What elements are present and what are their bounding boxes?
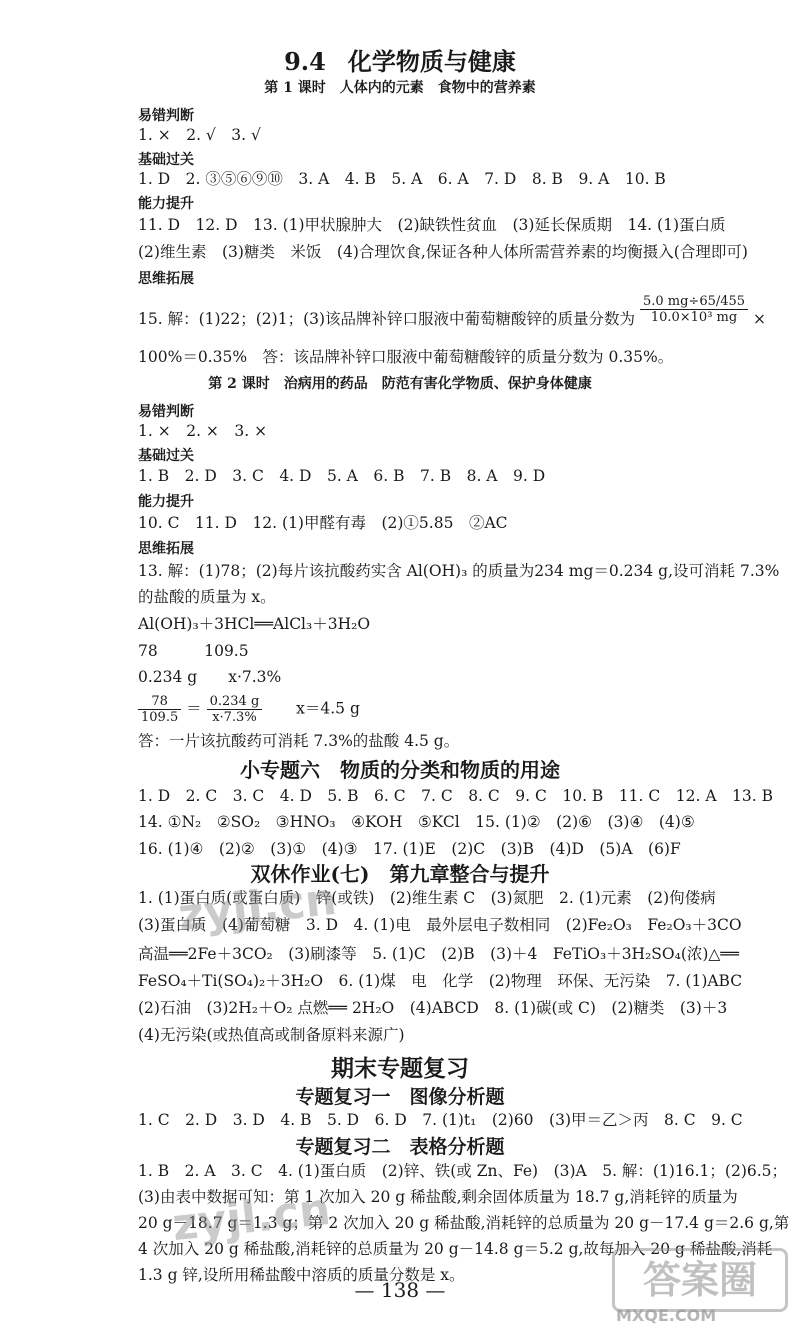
watermark-url: MXQE.COM	[616, 1306, 717, 1325]
section-title-text: 化学物质与健康	[347, 47, 516, 76]
review-1-answers: 1. C 2. D 3. D 4. B 5. D 6. D 7. (1)t₁ (2)60 (3)甲＝乙＞丙 8. C 9. C	[138, 1111, 743, 1129]
topic-6-line-3: 16. (1)④ (2)② (3)① (4)③ 17. (1)E (2)C (3)B (4)D (5)A (6)F	[138, 840, 681, 858]
review-2-title: 专题复习二 表格分析题	[295, 1136, 505, 1158]
q15-fraction-numerator: 5.0 mg÷65/455	[640, 294, 748, 310]
topic-6-title: 小专题六 物质的分类和物质的用途	[240, 758, 560, 782]
s2-siwei-heading: 思维拓展	[138, 541, 194, 557]
s2-yicuo-answers: 1. × 2. × 3. ×	[138, 422, 268, 440]
topic-6-line-1: 1. D 2. C 3. C 4. D 5. B 6. C 7. C 8. C 9. C 10. B 11. C 12. A 13. B	[138, 787, 773, 805]
weekend-line-4: FeSO₄＋Ti(SO₄)₂＋3H₂O 6. (1)煤 电 化学 (2)物理 环保、无污染 7. (1)ABC	[138, 972, 743, 990]
s2-q13-equation: Al(OH)₃＋3HCl══AlCl₃＋3H₂O	[138, 615, 371, 633]
review-2-line-3: 20 g－18.7 g＝1.3 g；第 2 次加入 20 g 稀盐酸,消耗锌的总质量为 20 g－17.4 g＝2.6 g,第	[138, 1214, 790, 1232]
q13-result: x＝4.5 g	[296, 699, 360, 718]
s1-jichu-answers: 1. D 2. ③⑤⑥⑨⑩ 3. A 4. B 5. A 6. A 7. D 8. B 9. A 10. B	[138, 170, 666, 188]
s2-q13-molar-masses: 78 109.5	[138, 642, 249, 660]
s1-q15-line-2: 100%＝0.35% 答：该品牌补锌口服液中葡萄糖酸锌的质量分数为 0.35%。	[138, 348, 674, 366]
s1-nengli-line-2: (2)维生素 (3)糖类 米饭 (4)合理饮食,保证各种人体所需营养素的均衡摄入(合理即可)	[138, 243, 748, 261]
weekend-line-6: (4)无污染(或热值高或制备原料来源广)	[138, 1026, 405, 1044]
section-number: 9.4	[284, 47, 326, 76]
s1-nengli-line-1: 11. D 12. D 13. (1)甲状腺肿大 (2)缺铁性贫血 (3)延长保质期 14. (1)蛋白质	[138, 216, 726, 234]
q13-fraction-2	[207, 694, 263, 725]
s1-jichu-heading: 基础过关	[138, 152, 194, 168]
q15-times: ×	[753, 310, 766, 328]
s2-jichu-heading: 基础过关	[138, 448, 194, 464]
review-1-title: 专题复习一 图像分析题	[295, 1086, 505, 1108]
weekend-line-3: 高温══2Fe＋3CO₂ (3)刷漆等 5. (1)C (2)B (3)＋4 FeTiO₃＋3H₂SO₄(浓)△══	[138, 945, 740, 963]
s1-yicuo-answers: 1. × 2. √ 3. √	[138, 126, 261, 144]
s2-q13-proportion	[138, 694, 718, 725]
weekend-line-1: 1. (1)蛋白质(或蛋白质) 锌(或铁) (2)维生素 C (3)氮肥 2. (1)元素 (2)佝偻病	[138, 889, 716, 907]
watermark-zyjl-top: zyjl.cn	[175, 873, 339, 942]
watermark-zyjl-bottom: zyjl.cn	[169, 1183, 333, 1252]
section-title	[0, 42, 800, 77]
q13-fraction-1	[138, 694, 181, 725]
review-2-line-5: 1.3 g 锌,设所用稀盐酸中溶质的质量分数是 x。	[138, 1266, 465, 1284]
s1-siwei-heading: 思维拓展	[138, 271, 194, 287]
s1-nengli-heading: 能力提升	[138, 196, 194, 212]
s2-jichu-answers: 1. B 2. D 3. C 4. D 5. A 6. B 7. B 8. A 9. D	[138, 467, 546, 485]
s1-yicuo-heading: 易错判断	[138, 108, 194, 124]
s2-q13-line-2: 的盐酸的质量为 x。	[138, 588, 276, 606]
weekend-line-2: (3)蛋白质 (4)葡萄糖 3. D 4. (1)电 最外层电子数相同 (2)Fe₂O₃ Fe₂O₃＋3CO	[138, 916, 742, 934]
q15-fraction	[640, 294, 748, 325]
review-2-line-4: 4 次加入 20 g 稀盐酸,消耗锌的总质量为 20 g－14.8 g＝5.2 g,故每加入 20 g 稀盐酸,消耗	[138, 1240, 773, 1258]
s2-yicuo-heading: 易错判断	[138, 404, 194, 420]
weekend-line-5: (2)石油 (3)2H₂＋O₂ 点燃══ 2H₂O (4)ABCD 8. (1)碳(或 C) (2)糖类 (3)＋3	[138, 999, 728, 1017]
answer-seal-logo: 答案圈	[612, 1248, 788, 1312]
weekend-title: 双休作业(七) 第九章整合与提升	[250, 862, 550, 886]
q13-fraction-1-numerator: 78	[138, 694, 181, 710]
s2-q13-masses: 0.234 g x·7.3%	[138, 668, 282, 686]
q15-fraction-denominator: 10.0×10³ mg	[650, 309, 738, 325]
q13-fraction-2-denominator: x·7.3%	[212, 710, 257, 725]
final-review-title: 期末专题复习	[331, 1055, 469, 1082]
lesson-2-title: 第 2 课时 治病用的药品 防范有害化学物质、保护身体健康	[208, 376, 592, 392]
review-2-line-1: 1. B 2. A 3. C 4. (1)蛋白质 (2)锌、铁(或 Zn、Fe) (3)A 5. 解：(1)16.1；(2)6.5；	[138, 1162, 788, 1180]
page-number: — 138 —	[354, 1278, 446, 1302]
lesson-1-title: 第 1 课时 人体内的元素 食物中的营养素	[264, 80, 536, 96]
q13-fraction-1-denominator: 109.5	[141, 710, 179, 725]
s2-nengli-heading: 能力提升	[138, 494, 194, 510]
equals-sign: ＝	[186, 699, 202, 718]
review-2-line-2: (3)由表中数据可知：第 1 次加入 20 g 稀盐酸,剩余固体质量为 18.7 g,消耗锌的质量为	[138, 1188, 738, 1206]
q13-fraction-2-numerator: 0.234 g	[207, 694, 263, 710]
s2-q13-line-1: 13. 解：(1)78；(2)每片该抗酸药实含 Al(OH)₃ 的质量为234 mg＝0.234 g,设可消耗 7.3%	[138, 562, 780, 580]
s2-nengli-answers: 10. C 11. D 12. (1)甲醛有毒 (2)①5.85 ②AC	[138, 514, 508, 532]
s2-q13-answer: 答：一片该抗酸药可消耗 7.3%的盐酸 4.5 g。	[138, 732, 460, 750]
q15-text: 15. 解：(1)22；(2)1；(3)该品牌补锌口服液中葡萄糖酸锌的质量分数为	[138, 310, 636, 328]
topic-6-line-2: 14. ①N₂ ②SO₂ ③HNO₃ ④KOH ⑤KCl 15. (1)② (2)⑥ (3)④ (4)⑤	[138, 813, 695, 831]
